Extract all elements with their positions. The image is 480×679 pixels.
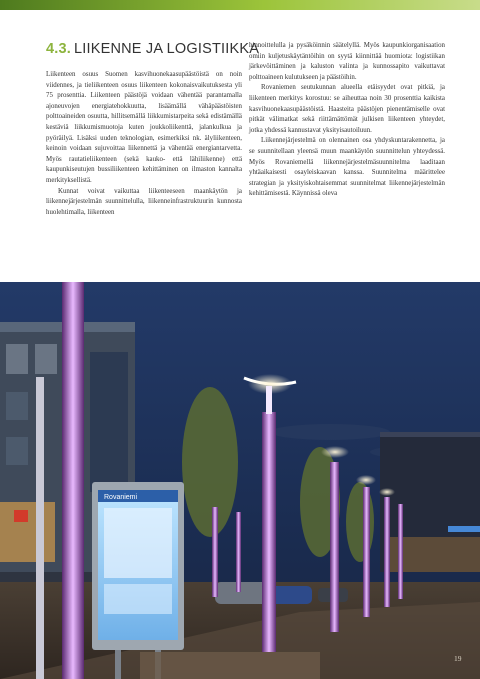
section-heading: [46, 41, 259, 57]
page-number: 19: [454, 654, 462, 663]
right-building: [380, 432, 480, 572]
paragraph: Liikennejärjestelmä on olennainen osa yhdyskuntarakennetta, ja se suunnitellaan yleensä muun maankäytön suunnittelun yhteydessä. Myös Rovaniemellä liikennejärjestelmäsuunnitelma laaditaan yhtäaikaisesti osayleiskaavan kanssa. Suunnitelma määrittelee strategian ja yksityiskohtaisemmat suunnitelmat liikennejärjestelmän kehittämisestä. Käynnissä oleva: [249, 137, 445, 198]
paragraph: hinnoittelulla ja pysäköinnin säätelyllä. Myös kaupunkiorganisaation omiin kuljetuskäytäntöihin on syytä kiinnittää huomiota: logistiikan järkevöittäminen ja kaluston valinta ja kunnossapito vaikuttavat polttoaineen kulutukseen ja päästöihin.: [249, 42, 445, 81]
paragraph: Kunnat voivat vaikuttaa liikenteeseen maankäytön ja liikennejärjestelmän suunnittelulla, liikenneinfrastruktuurin kunnosta huolehtimalla, liikenteen: [46, 187, 242, 216]
street-night-photo: [0, 282, 480, 679]
section-number: 4.3.: [46, 41, 71, 57]
left-text-column: [46, 70, 242, 218]
information-sign: [92, 482, 184, 679]
paragraph: Rovaniemen seutukunnan alueella etäisyydet ovat pitkiä, ja liikenteen merkitys korostuu: se aiheuttaa noin 30 prosenttia kaikista kasvihuonekaasupäästöistä. Haasteita päästöjen pienentämiselle ovat pitkät välimatkat sekä riittämättömät julkisen liikenteen yhteydet, jotka yhdessä kannustavat yksityisautoiluun.: [249, 84, 445, 134]
paragraph: Liikenteen osuus Suomen kasvihuonekaasupäästöistä on noin viidennes, ja tieliikenteen osuus liikenteen kokonaisvaikutuksesta yli 75 prosenttia. Liikenteen päästöjä voidaan vähentää parantamalla ajoneuvojen energiatehokkuutta, lisäämällä vähäpäästöisten polttoaineiden osuutta, hillitsemällä liikkumistarpeita sekä edistämällä kestäviä liikkumismuotoja kuten joukkoliikenttä, jalankulkua ja pyöräilyä. Lisäksi uuden teknologian, esimerkiksi nk. älyliikenteen, keinoin voidaan sujuvoittaa liikennettä ja vähentää energiantarvetta. Myös rautatieliikenteen (sekä kauko- että lähiliikenne) että kaupunkiseutujen bussiliikenteen kehittäminen on ilmaston kannalta merkityksellistä.: [46, 71, 242, 184]
sign-title: Rovaniemi: [104, 494, 138, 501]
right-text-column: [249, 41, 445, 200]
top-accent-bar: [0, 0, 480, 10]
section-title: LIIKENNE JA LOGISTIIKKA: [74, 41, 260, 57]
